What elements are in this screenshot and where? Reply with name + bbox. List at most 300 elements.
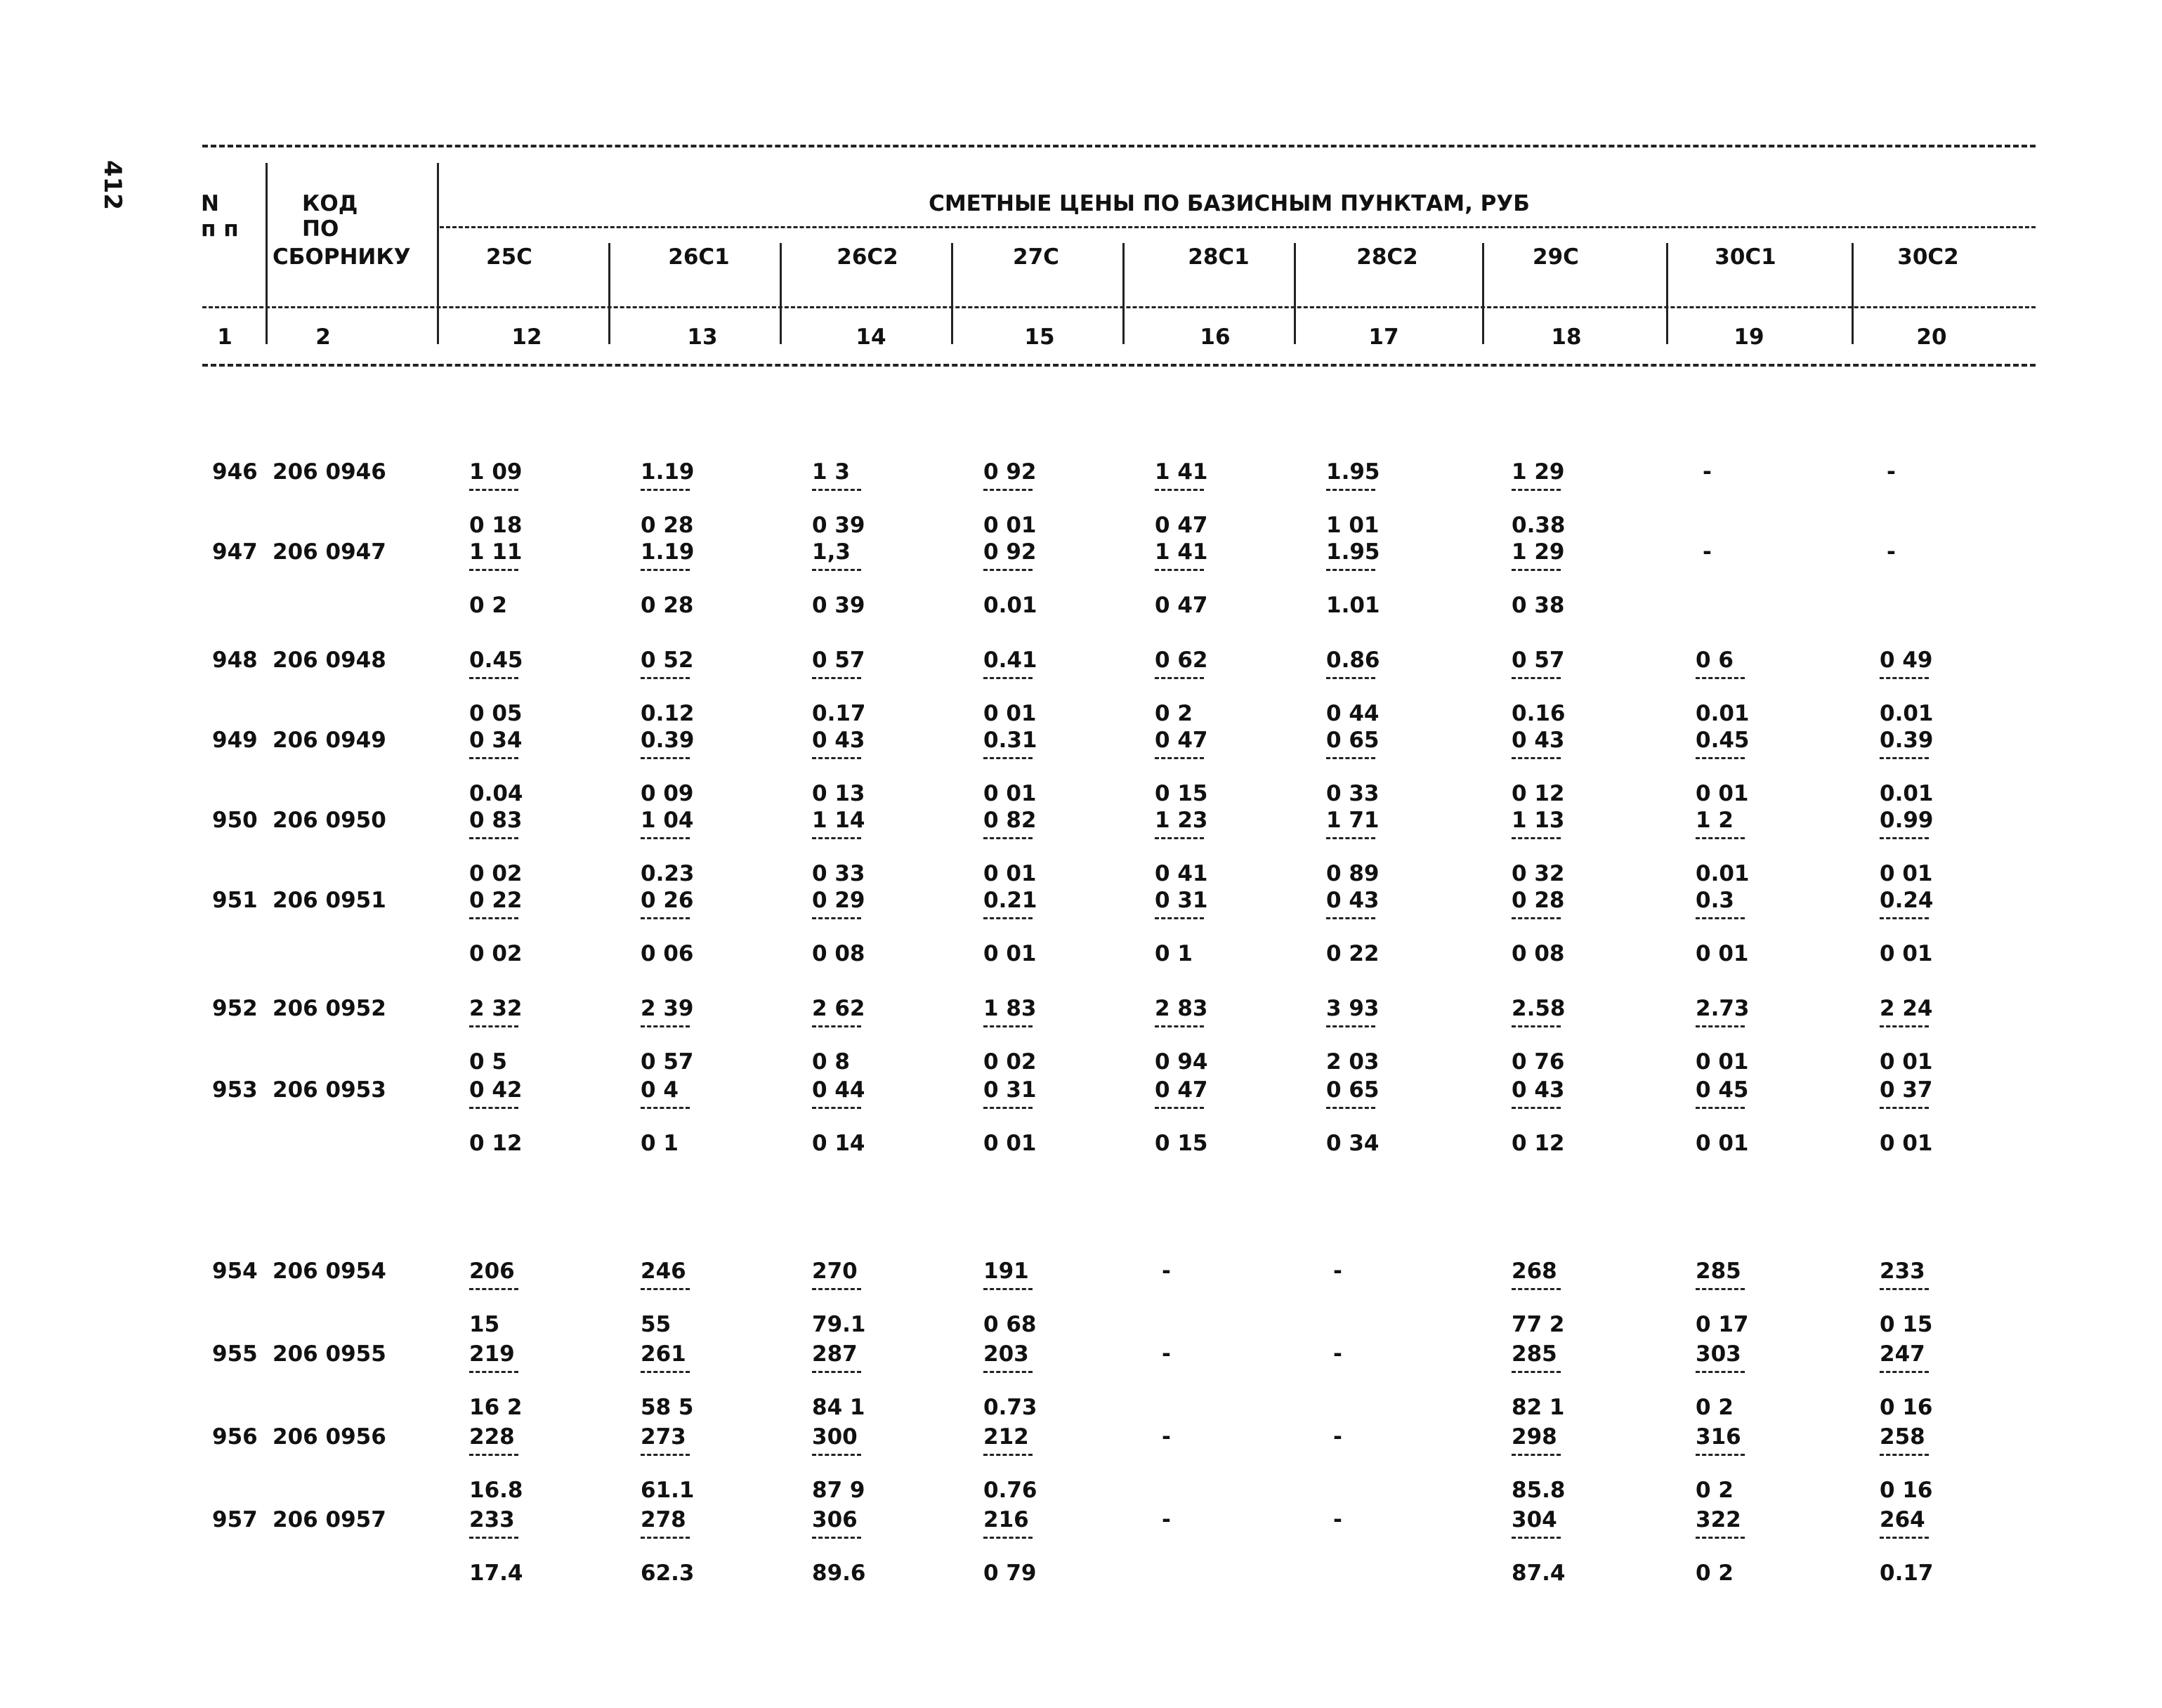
price-lower: 0 08 <box>1512 941 1565 966</box>
price-lower: 0.01 <box>1880 701 1934 726</box>
col-number: 17 <box>1368 324 1399 350</box>
price-upper: 287 <box>812 1341 858 1367</box>
price-upper: - <box>1333 1259 1342 1284</box>
price-upper: 1,3 <box>812 539 851 565</box>
fraction-bar <box>641 1025 690 1027</box>
price-lower: 0 06 <box>641 941 694 966</box>
price-upper: 0 62 <box>1155 648 1208 673</box>
fraction-bar <box>983 1025 1033 1027</box>
col-number: 12 <box>511 324 542 350</box>
fraction-bar <box>641 569 690 571</box>
price-upper: - <box>1703 539 1712 565</box>
header-code: КОД <box>302 191 358 216</box>
price-lower: 0 2 <box>1155 701 1193 726</box>
price-upper: 1.95 <box>1326 459 1380 485</box>
price-upper: 206 <box>469 1259 515 1284</box>
price-lower: 0 01 <box>983 701 1037 726</box>
price-lower: 0 1 <box>1155 941 1193 966</box>
price-lower: 0 02 <box>469 861 523 886</box>
row-code: 206 0949 <box>273 728 386 753</box>
price-upper: 0 6 <box>1696 648 1734 673</box>
price-lower: 55 <box>641 1312 671 1337</box>
price-lower: 0 2 <box>1696 1478 1734 1503</box>
fraction-bar <box>641 1107 690 1109</box>
price-upper: 2.73 <box>1696 996 1750 1021</box>
fraction-bar <box>1155 1025 1204 1027</box>
price-upper: 2 32 <box>469 996 523 1021</box>
price-upper: 0 31 <box>983 1077 1037 1103</box>
header-vbar <box>780 243 782 344</box>
price-lower: 0 01 <box>983 513 1037 538</box>
header-vbar <box>1852 243 1854 344</box>
page-number: 412 <box>98 160 126 210</box>
fraction-bar <box>1512 1537 1561 1539</box>
price-lower: 0 28 <box>641 593 694 618</box>
price-lower: 0 09 <box>641 781 694 806</box>
price-upper: 0 37 <box>1880 1077 1933 1103</box>
price-lower: 87 9 <box>812 1478 865 1503</box>
price-lower: 0 02 <box>469 941 523 966</box>
fraction-bar <box>1155 677 1204 679</box>
price-upper: 0 57 <box>812 648 865 673</box>
price-lower: 0 57 <box>641 1049 694 1075</box>
point-label: 30С2 <box>1897 244 1959 270</box>
price-lower: 0 44 <box>1326 701 1380 726</box>
fraction-bar <box>1512 1288 1561 1290</box>
fraction-bar <box>1880 1371 1929 1373</box>
price-lower: 0 79 <box>983 1561 1037 1586</box>
row-number: 956 <box>212 1424 258 1450</box>
row-number: 952 <box>212 996 258 1021</box>
fraction-bar <box>983 489 1033 491</box>
price-upper: 273 <box>641 1424 686 1450</box>
price-upper: - <box>1333 1341 1342 1367</box>
price-lower: 0 01 <box>983 1131 1037 1156</box>
price-upper: 0 92 <box>983 459 1037 485</box>
price-lower: 0 18 <box>469 513 523 538</box>
fraction-bar <box>1326 1107 1375 1109</box>
header-vbar <box>608 243 610 344</box>
price-lower: 0 13 <box>812 781 865 806</box>
price-upper: 1 29 <box>1512 459 1565 485</box>
price-lower: 0 89 <box>1326 861 1380 886</box>
fraction-bar <box>469 1371 518 1373</box>
price-lower: 0 01 <box>983 781 1037 806</box>
fraction-bar <box>1512 757 1561 759</box>
fraction-bar <box>641 837 690 839</box>
price-upper: 0 43 <box>812 728 865 753</box>
price-upper: 0.21 <box>983 888 1037 913</box>
fraction-bar <box>1512 489 1561 491</box>
fraction-bar <box>1512 1107 1561 1109</box>
price-lower: 0 32 <box>1512 861 1565 886</box>
price-lower: 89.6 <box>812 1561 866 1586</box>
price-upper: 1.95 <box>1326 539 1380 565</box>
price-lower: 0 34 <box>1326 1131 1380 1156</box>
price-upper: 0 26 <box>641 888 694 913</box>
fraction-bar <box>983 1454 1033 1456</box>
price-upper: 1 2 <box>1696 808 1734 833</box>
price-upper: 1 14 <box>812 808 865 833</box>
fraction-bar <box>641 1288 690 1290</box>
price-upper: 0.41 <box>983 648 1037 673</box>
price-upper: 0.39 <box>641 728 695 753</box>
fraction-bar <box>641 917 690 919</box>
price-upper: 264 <box>1880 1507 1925 1532</box>
price-lower: 0 01 <box>983 861 1037 886</box>
price-upper: 191 <box>983 1259 1029 1284</box>
price-upper: 1 13 <box>1512 808 1565 833</box>
fraction-bar <box>1696 1537 1745 1539</box>
price-upper: 0 49 <box>1880 648 1933 673</box>
price-upper: 219 <box>469 1341 515 1367</box>
row-code: 206 0953 <box>273 1077 386 1103</box>
price-upper: 1 11 <box>469 539 523 565</box>
price-lower: 0.17 <box>812 701 866 726</box>
price-lower: 0.01 <box>1696 861 1750 886</box>
price-lower: 82 1 <box>1512 1395 1565 1420</box>
fraction-bar <box>1696 1025 1745 1027</box>
fraction-bar <box>1326 677 1375 679</box>
price-upper: 303 <box>1696 1341 1741 1367</box>
col-number: 16 <box>1200 324 1231 350</box>
price-lower: 0.12 <box>641 701 695 726</box>
price-upper: 285 <box>1696 1259 1741 1284</box>
price-upper: 0 92 <box>983 539 1037 565</box>
price-lower: 0.04 <box>469 781 523 806</box>
price-upper: 212 <box>983 1424 1029 1450</box>
point-label: 25С <box>486 244 532 270</box>
fraction-bar <box>1512 1371 1561 1373</box>
row-code: 206 0955 <box>273 1341 386 1367</box>
price-upper: 0 4 <box>641 1077 679 1103</box>
row-code: 206 0946 <box>273 459 386 485</box>
price-upper: 285 <box>1512 1341 1557 1367</box>
price-lower: 77 2 <box>1512 1312 1565 1337</box>
header-pp: п п <box>201 216 239 242</box>
price-lower: 0 15 <box>1880 1312 1933 1337</box>
price-lower: 0 1 <box>641 1131 679 1156</box>
price-lower: 0.16 <box>1512 701 1566 726</box>
price-lower: 0 01 <box>1880 941 1933 966</box>
price-upper: 0 57 <box>1512 648 1565 673</box>
fraction-bar <box>812 757 861 759</box>
price-lower: 0 01 <box>1880 1131 1933 1156</box>
price-upper: 0.45 <box>469 648 523 673</box>
row-number: 946 <box>212 459 258 485</box>
price-upper: 1 71 <box>1326 808 1380 833</box>
row-number: 948 <box>212 648 258 673</box>
price-lower: 0 68 <box>983 1312 1037 1337</box>
fraction-bar <box>1155 569 1204 571</box>
price-lower: 16 2 <box>469 1395 523 1420</box>
fraction-bar <box>812 1107 861 1109</box>
price-lower: 0 01 <box>1880 861 1933 886</box>
col-number: 13 <box>687 324 718 350</box>
price-upper: 300 <box>812 1424 858 1450</box>
price-upper: 298 <box>1512 1424 1557 1450</box>
price-upper: - <box>1162 1341 1171 1367</box>
header-vbar <box>951 243 953 344</box>
fraction-bar <box>641 489 690 491</box>
row-number: 950 <box>212 808 258 833</box>
price-upper: 0 43 <box>1512 728 1565 753</box>
fraction-bar <box>812 489 861 491</box>
price-upper: 1 83 <box>983 996 1037 1021</box>
point-label: 30С1 <box>1715 244 1776 270</box>
price-upper: 0 52 <box>641 648 694 673</box>
price-upper: 0.3 <box>1696 888 1734 913</box>
point-label: 27С <box>1013 244 1059 270</box>
price-lower: 0 47 <box>1155 513 1208 538</box>
price-upper: - <box>1887 459 1896 485</box>
fraction-bar <box>1696 917 1745 919</box>
fraction-bar <box>469 1107 518 1109</box>
price-lower: 87.4 <box>1512 1561 1566 1586</box>
price-upper: 316 <box>1696 1424 1741 1450</box>
price-upper: 322 <box>1696 1507 1741 1532</box>
fraction-bar <box>1512 569 1561 571</box>
price-upper: 2 62 <box>812 996 865 1021</box>
fraction-bar <box>983 1371 1033 1373</box>
price-lower: 0 38 <box>1512 593 1565 618</box>
fraction-bar <box>469 837 518 839</box>
price-upper: - <box>1162 1507 1171 1532</box>
fraction-bar <box>1155 757 1204 759</box>
header-vbar <box>1294 243 1296 344</box>
price-upper: 0.31 <box>983 728 1037 753</box>
row-number: 951 <box>212 888 258 913</box>
fraction-bar <box>812 1537 861 1539</box>
price-lower: 0 08 <box>812 941 865 966</box>
header-vbar <box>437 163 439 344</box>
price-upper: 306 <box>812 1507 858 1532</box>
col-number: 1 <box>217 324 232 350</box>
fraction-bar <box>469 489 518 491</box>
fraction-bar <box>1696 757 1745 759</box>
price-lower: 84 1 <box>812 1395 865 1420</box>
header-top-rule <box>202 145 2036 147</box>
price-lower: 0.23 <box>641 861 695 886</box>
price-upper: - <box>1333 1507 1342 1532</box>
price-upper: - <box>1333 1424 1342 1450</box>
fraction-bar <box>1696 677 1745 679</box>
row-code: 206 0951 <box>273 888 386 913</box>
fraction-bar <box>812 837 861 839</box>
fraction-bar <box>983 917 1033 919</box>
row-number: 947 <box>212 539 258 565</box>
price-upper: 304 <box>1512 1507 1557 1532</box>
row-code: 206 0950 <box>273 808 386 833</box>
fraction-bar <box>983 569 1033 571</box>
price-upper: 0.45 <box>1696 728 1750 753</box>
fraction-bar <box>1155 837 1204 839</box>
price-lower: 0 16 <box>1880 1478 1933 1503</box>
fraction-bar <box>1880 917 1929 919</box>
fraction-bar <box>812 917 861 919</box>
price-lower: 0 15 <box>1155 1131 1208 1156</box>
col-number: 2 <box>315 324 331 350</box>
price-upper: 246 <box>641 1259 686 1284</box>
price-lower: 0 12 <box>1512 781 1565 806</box>
price-upper: 0 44 <box>812 1077 865 1103</box>
col-number: 19 <box>1734 324 1764 350</box>
row-code: 206 0948 <box>273 648 386 673</box>
fraction-bar <box>469 677 518 679</box>
fraction-bar <box>1880 1288 1929 1290</box>
price-upper: 1.19 <box>641 459 695 485</box>
fraction-bar <box>469 757 518 759</box>
price-lower: 0 47 <box>1155 593 1208 618</box>
price-lower: 0 02 <box>983 1049 1037 1075</box>
point-label: 28С1 <box>1188 244 1250 270</box>
fraction-bar <box>1880 757 1929 759</box>
fraction-bar <box>1696 1107 1745 1109</box>
fraction-bar <box>812 1371 861 1373</box>
row-number: 955 <box>212 1341 258 1367</box>
header-inner-rule <box>440 226 2036 228</box>
price-upper: 278 <box>641 1507 686 1532</box>
price-upper: 216 <box>983 1507 1029 1532</box>
price-lower: 2 03 <box>1326 1049 1380 1075</box>
price-upper: 0 43 <box>1326 888 1380 913</box>
price-upper: 0.39 <box>1880 728 1934 753</box>
fraction-bar <box>1155 1107 1204 1109</box>
price-upper: 0 65 <box>1326 1077 1380 1103</box>
price-lower: 1.01 <box>1326 593 1380 618</box>
price-upper: 3 93 <box>1326 996 1380 1021</box>
fraction-bar <box>983 677 1033 679</box>
price-upper: 0 45 <box>1696 1077 1749 1103</box>
price-upper: - <box>1703 459 1712 485</box>
price-lower: 0 01 <box>1696 1049 1749 1075</box>
price-upper: 2.58 <box>1512 996 1566 1021</box>
header-vbar <box>266 163 268 344</box>
point-label: 29С <box>1533 244 1579 270</box>
price-upper: 1 23 <box>1155 808 1208 833</box>
price-lower: 0 8 <box>812 1049 850 1075</box>
fraction-bar <box>983 1537 1033 1539</box>
fraction-bar <box>641 677 690 679</box>
fraction-bar <box>1512 917 1561 919</box>
price-upper: - <box>1887 539 1896 565</box>
price-lower: 61.1 <box>641 1478 695 1503</box>
price-upper: 0 82 <box>983 808 1037 833</box>
fraction-bar <box>812 1025 861 1027</box>
price-upper: 261 <box>641 1341 686 1367</box>
fraction-bar <box>1326 757 1375 759</box>
fraction-bar <box>641 1537 690 1539</box>
fraction-bar <box>1696 1454 1745 1456</box>
price-lower: 0.17 <box>1880 1561 1934 1586</box>
price-lower: 0.01 <box>983 593 1037 618</box>
price-upper: 233 <box>1880 1259 1925 1284</box>
price-upper: 233 <box>469 1507 515 1532</box>
price-lower: 0 2 <box>469 593 507 618</box>
price-lower: 0 41 <box>1155 861 1208 886</box>
price-lower: 0 05 <box>469 701 523 726</box>
price-upper: 258 <box>1880 1424 1925 1450</box>
fraction-bar <box>983 837 1033 839</box>
price-lower: 17.4 <box>469 1561 523 1586</box>
price-lower: 0 12 <box>469 1131 523 1156</box>
price-upper: 1 41 <box>1155 459 1208 485</box>
price-upper: 0 28 <box>1512 888 1565 913</box>
fraction-bar <box>1155 489 1204 491</box>
price-lower: 0 33 <box>812 861 865 886</box>
fraction-bar <box>812 1454 861 1456</box>
price-lower: 0 01 <box>1696 1131 1749 1156</box>
fraction-bar <box>1880 837 1929 839</box>
price-lower: 0 39 <box>812 513 865 538</box>
row-number: 953 <box>212 1077 258 1103</box>
point-label: 26С2 <box>837 244 898 270</box>
col-number: 18 <box>1551 324 1582 350</box>
header-vbar <box>1482 243 1484 344</box>
price-lower: 0.38 <box>1512 513 1566 538</box>
fraction-bar <box>983 1107 1033 1109</box>
price-lower: 85.8 <box>1512 1478 1566 1503</box>
fraction-bar <box>1512 677 1561 679</box>
price-lower: 16.8 <box>469 1478 523 1503</box>
price-lower: 0 2 <box>1696 1561 1734 1586</box>
price-lower: 0 12 <box>1512 1131 1565 1156</box>
row-code: 206 0956 <box>273 1424 386 1450</box>
price-lower: 79.1 <box>812 1312 866 1337</box>
col-number: 15 <box>1024 324 1055 350</box>
row-number: 957 <box>212 1507 258 1532</box>
price-upper: 2 83 <box>1155 996 1208 1021</box>
price-upper: 0.86 <box>1326 648 1380 673</box>
row-number: 949 <box>212 728 258 753</box>
row-code: 206 0947 <box>273 539 386 565</box>
header-n: N <box>201 191 219 216</box>
row-code: 206 0954 <box>273 1259 386 1284</box>
fraction-bar <box>641 1371 690 1373</box>
price-upper: 1 09 <box>469 459 523 485</box>
price-lower: 0 22 <box>1326 941 1380 966</box>
price-lower: 0.01 <box>1696 701 1750 726</box>
fraction-bar <box>1326 837 1375 839</box>
header-vbar <box>1122 243 1125 344</box>
fraction-bar <box>1880 1537 1929 1539</box>
header-group-title: СМЕТНЫЕ ЦЕНЫ ПО БАЗИСНЫМ ПУНКТАМ, РУБ <box>929 191 1530 216</box>
price-lower: 0.73 <box>983 1395 1037 1420</box>
fraction-bar <box>1880 1025 1929 1027</box>
fraction-bar <box>983 1288 1033 1290</box>
point-label: 26С1 <box>668 244 730 270</box>
fraction-bar <box>1880 1107 1929 1109</box>
price-lower: 0.76 <box>983 1478 1037 1503</box>
price-lower: 15 <box>469 1312 500 1337</box>
price-upper: 1 29 <box>1512 539 1565 565</box>
fraction-bar <box>469 1025 518 1027</box>
fraction-bar <box>1512 837 1561 839</box>
fraction-bar <box>1880 677 1929 679</box>
price-upper: 0 42 <box>469 1077 523 1103</box>
price-upper: 2 39 <box>641 996 694 1021</box>
price-lower: 1 01 <box>1326 513 1380 538</box>
fraction-bar <box>1326 569 1375 571</box>
price-upper: 0 47 <box>1155 728 1208 753</box>
fraction-bar <box>812 677 861 679</box>
price-upper: 1.19 <box>641 539 695 565</box>
price-upper: 268 <box>1512 1259 1557 1284</box>
fraction-bar <box>1326 1025 1375 1027</box>
price-upper: - <box>1162 1259 1171 1284</box>
price-lower: 0 01 <box>1696 941 1749 966</box>
fraction-bar <box>1512 1025 1561 1027</box>
